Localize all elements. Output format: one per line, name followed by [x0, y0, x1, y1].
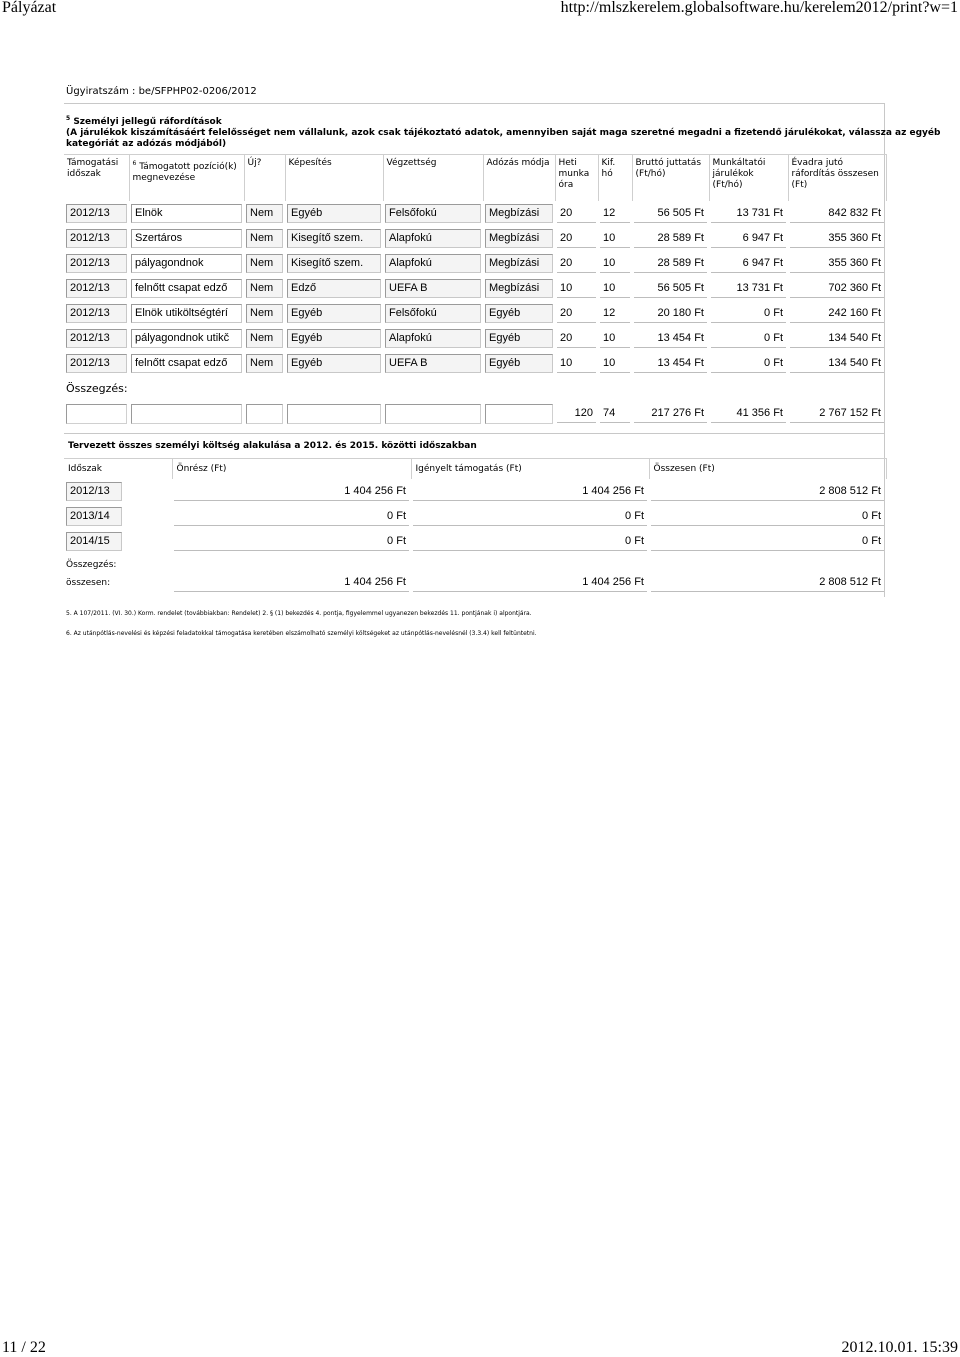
- tax-mode-field-cell: [483, 351, 555, 376]
- table-row: [64, 351, 886, 376]
- tax-mode-field-cell: [483, 276, 555, 301]
- gross-pay-field-cell: [632, 326, 709, 351]
- position-field-cell: [129, 326, 244, 351]
- own-share-field-cell: [172, 504, 411, 529]
- season-total-field: 134 540 Ft: [790, 330, 884, 348]
- new-field[interactable]: Nem: [246, 204, 283, 223]
- own-share-field: 1 404 256 Ft: [174, 483, 409, 501]
- period-field-cell: [64, 326, 129, 351]
- gross-pay-field-cell: [632, 251, 709, 276]
- tax-mode-field-cell: [483, 326, 555, 351]
- period-field[interactable]: 2012/13: [66, 279, 127, 298]
- col-education: Végzettség: [383, 155, 483, 202]
- months-field: 12: [600, 205, 630, 223]
- months-field-cell: [598, 201, 632, 226]
- qualification-field-cell: [285, 326, 383, 351]
- period-field-cell: [64, 301, 129, 326]
- gross-pay-field-cell: [632, 301, 709, 326]
- period-field[interactable]: 2014/15: [66, 532, 122, 551]
- period-field-cell: [64, 276, 129, 301]
- employer-contrib-field-cell: [709, 351, 788, 376]
- position-field-cell: [129, 251, 244, 276]
- months-field: 10: [600, 330, 630, 348]
- months-field-cell: [598, 251, 632, 276]
- tax-mode-field-cell: [483, 201, 555, 226]
- weekly-hours-field: 20: [557, 255, 596, 273]
- months-field: 10: [600, 255, 630, 273]
- col-employer-contrib: Munkáltatói járulékok (Ft/hó): [709, 155, 788, 202]
- section1-footnote-ref: 5: [66, 115, 71, 122]
- section1-title: [66, 113, 960, 150]
- weekly-hours-field-cell: [555, 201, 598, 226]
- employer-contrib-field: 0 Ft: [711, 355, 786, 373]
- row-total-field-cell: [649, 479, 886, 504]
- education-field-cell: [383, 226, 483, 251]
- col-months: Kif. hó: [598, 155, 632, 202]
- new-field[interactable]: Nem: [246, 329, 283, 348]
- own-share-field: 0 Ft: [174, 508, 409, 526]
- col-position: [129, 155, 244, 202]
- new-field[interactable]: Nem: [246, 354, 283, 373]
- requested-support-field-cell: [411, 529, 649, 554]
- position-field-cell: [129, 226, 244, 251]
- total-total: 2 808 512 Ft: [651, 574, 884, 592]
- col2-own: Önrész (Ft): [172, 459, 411, 480]
- section1-subtitle: (A járulékok kiszámításáért felelősséget nem vállalunk, azok csak tájékoztató adatok, amennyiben saját maga szeretné megadni a fizetendő járulékokat, válassza az egyéb kategóriát az adózás módjából): [66, 128, 941, 149]
- new-field-cell: [244, 301, 285, 326]
- position-field[interactable]: felnőtt csapat edző: [131, 279, 242, 298]
- season-total-field: 242 160 Ft: [790, 305, 884, 323]
- new-field-cell: [244, 326, 285, 351]
- row-total-field: 0 Ft: [651, 508, 884, 526]
- col2-period: Időszak: [64, 459, 172, 480]
- position-field[interactable]: pályagondnok utikč: [131, 329, 242, 348]
- qualification-field-cell: [285, 226, 383, 251]
- weekly-hours-field: 10: [557, 280, 596, 298]
- employer-contrib-field: 0 Ft: [711, 330, 786, 348]
- gross-pay-field: 56 505 Ft: [634, 280, 707, 298]
- period-field-cell: [64, 251, 129, 276]
- months-field-cell: [598, 226, 632, 251]
- section2-total-label: összesen:: [66, 577, 111, 588]
- summary-blank-1: [64, 401, 129, 426]
- personnel-costs-table: [64, 154, 887, 426]
- months-field-cell: [598, 276, 632, 301]
- season-total-field-cell: [788, 326, 886, 351]
- table-row: [64, 226, 886, 251]
- employer-contrib-field-cell: [709, 201, 788, 226]
- col2-total: Összesen (Ft): [649, 459, 886, 480]
- new-field[interactable]: Nem: [246, 304, 283, 323]
- tax-mode-field-cell: [483, 301, 555, 326]
- weekly-hours-field: 20: [557, 305, 596, 323]
- weekly-hours-field: 10: [557, 355, 596, 373]
- summary-label: Összegzés:: [66, 382, 128, 395]
- summary-hours-cell: [555, 401, 598, 426]
- qualification-field[interactable]: Kisegítő szem.: [287, 229, 381, 248]
- employer-contrib-field-cell: [709, 226, 788, 251]
- own-share-field-cell: [172, 529, 411, 554]
- season-total-field-cell: [788, 276, 886, 301]
- summary-gross-cell: [632, 401, 709, 426]
- weekly-hours-field: 20: [557, 205, 596, 223]
- season-total-field-cell: [788, 201, 886, 226]
- page-number: 11 / 22: [2, 1339, 46, 1356]
- new-field-cell: [244, 351, 285, 376]
- new-field-cell: [244, 226, 285, 251]
- tax-mode-field-cell: [483, 251, 555, 276]
- section2-title: Tervezett összes személyi költség alakulása a 2012. és 2015. közötti időszakban: [68, 441, 477, 451]
- employer-contrib-field-cell: [709, 276, 788, 301]
- total-own: 1 404 256 Ft: [174, 574, 409, 592]
- summary-blank-5: [383, 401, 483, 426]
- tax-mode-field[interactable]: Megbízási: [485, 254, 553, 273]
- summary-blank-2: [129, 401, 244, 426]
- employer-contrib-field-cell: [709, 301, 788, 326]
- col-period: Támogatási időszak: [64, 155, 129, 202]
- gross-pay-field: 56 505 Ft: [634, 205, 707, 223]
- requested-support-field-cell: [411, 479, 649, 504]
- table-row: [64, 251, 886, 276]
- col2-requested: Igényelt támogatás (Ft): [411, 459, 649, 480]
- employer-contrib-field: 13 731 Ft: [711, 205, 786, 223]
- table-row: [64, 201, 886, 226]
- qualification-field-cell: [285, 301, 383, 326]
- row-total-field: 2 808 512 Ft: [651, 483, 884, 501]
- position-field[interactable]: Elnök: [131, 204, 242, 223]
- summary-blank-6: [483, 401, 555, 426]
- season-total-field: 842 832 Ft: [790, 205, 884, 223]
- position-field-cell: [129, 351, 244, 376]
- education-field[interactable]: Alapfokú: [385, 229, 481, 248]
- period-field[interactable]: 2012/13: [66, 354, 127, 373]
- summary-total: 2 767 152 Ft: [790, 405, 884, 423]
- period-field[interactable]: 2012/13: [66, 229, 127, 248]
- education-field-cell: [383, 326, 483, 351]
- footnote-5: 5. A 107/2011. (VI. 30.) Korm. rendelet (továbbiakban: Rendelet) 2. § (1) bekezdés 4. pontja, figyelemmel ugyanezen bekezdés 11. pontjának i) alpontjára.: [66, 610, 532, 617]
- period-field-cell: [64, 201, 129, 226]
- months-field: 10: [600, 230, 630, 248]
- period-field[interactable]: 2012/13: [66, 482, 122, 501]
- gross-pay-field: 20 180 Ft: [634, 305, 707, 323]
- education-field[interactable]: UEFA B: [385, 279, 481, 298]
- period-field[interactable]: 2012/13: [66, 304, 127, 323]
- months-field: 10: [600, 280, 630, 298]
- summary-blank-4: [285, 401, 383, 426]
- position-field-cell: [129, 276, 244, 301]
- own-share-field-cell: [172, 479, 411, 504]
- months-field-cell: [598, 326, 632, 351]
- col-qualification: Képesítés: [285, 155, 383, 202]
- weekly-hours-field-cell: [555, 276, 598, 301]
- summary-months-cell: [598, 401, 632, 426]
- tax-mode-field[interactable]: Megbízási: [485, 229, 553, 248]
- summary-total-cell: [788, 401, 886, 426]
- qualification-field[interactable]: Edző: [287, 279, 381, 298]
- months-field-cell: [598, 301, 632, 326]
- tax-mode-field[interactable]: Megbízási: [485, 204, 553, 223]
- months-field: 12: [600, 305, 630, 323]
- period-field[interactable]: 2013/14: [66, 507, 122, 526]
- requested-support-field: 0 Ft: [413, 508, 647, 526]
- employer-contrib-field: 6 947 Ft: [711, 255, 786, 273]
- qualification-field[interactable]: Egyéb: [287, 304, 381, 323]
- education-field-cell: [383, 301, 483, 326]
- months-field-cell: [598, 351, 632, 376]
- new-field-cell: [244, 276, 285, 301]
- qualification-field[interactable]: Egyéb: [287, 329, 381, 348]
- position-field[interactable]: Elnök utiköltségtérí: [131, 304, 242, 323]
- file-reference: Ügyiratszám : be/SFPHP02-0206/2012: [66, 86, 257, 97]
- employer-contrib-field-cell: [709, 251, 788, 276]
- qualification-field-cell: [285, 251, 383, 276]
- gross-pay-field-cell: [632, 351, 709, 376]
- qualification-field-cell: [285, 351, 383, 376]
- education-field[interactable]: Alapfokú: [385, 329, 481, 348]
- summary-gross: 217 276 Ft: [634, 405, 707, 423]
- position-field-cell: [129, 201, 244, 226]
- position-field[interactable]: pályagondnok: [131, 254, 242, 273]
- period-field-cell: [64, 479, 172, 504]
- season-total-field-cell: [788, 351, 886, 376]
- weekly-hours-field-cell: [555, 326, 598, 351]
- total-total-cell: [649, 570, 886, 595]
- employer-contrib-field: 6 947 Ft: [711, 230, 786, 248]
- season-total-field-cell: [788, 251, 886, 276]
- education-field-cell: [383, 201, 483, 226]
- page-header-url: http://mlszkerelem.globalsoftware.hu/kerelem2012/print?w=1: [560, 0, 958, 16]
- education-field-cell: [383, 276, 483, 301]
- requested-support-field: 1 404 256 Ft: [413, 483, 647, 501]
- weekly-hours-field-cell: [555, 226, 598, 251]
- qualification-field[interactable]: Kisegítő szem.: [287, 254, 381, 273]
- weekly-hours-field-cell: [555, 351, 598, 376]
- total-own-cell: [172, 570, 411, 595]
- summary-contrib: 41 356 Ft: [711, 405, 786, 423]
- tax-mode-field[interactable]: Megbízási: [485, 279, 553, 298]
- tax-mode-field[interactable]: Egyéb: [485, 329, 553, 348]
- qualification-field-cell: [285, 201, 383, 226]
- education-field-cell: [383, 351, 483, 376]
- period-field-cell: [64, 351, 129, 376]
- gross-pay-field-cell: [632, 201, 709, 226]
- education-field[interactable]: UEFA B: [385, 354, 481, 373]
- gross-pay-field: 13 454 Ft: [634, 330, 707, 348]
- requested-support-field-cell: [411, 504, 649, 529]
- qualification-field-cell: [285, 276, 383, 301]
- education-field-cell: [383, 251, 483, 276]
- summary-months: 74: [600, 405, 630, 423]
- total-requested: 1 404 256 Ft: [413, 574, 647, 592]
- period-field-cell: [64, 504, 172, 529]
- section2-summary-label: Összegzés:: [66, 560, 117, 570]
- education-field[interactable]: Felsőfokú: [385, 204, 481, 223]
- table-row: [64, 301, 886, 326]
- season-total-field: 702 360 Ft: [790, 280, 884, 298]
- row-total-field: 0 Ft: [651, 533, 884, 551]
- position-field[interactable]: Szertáros: [131, 229, 242, 248]
- col-weekly-hours: Heti munka óra: [555, 155, 598, 202]
- qualification-field[interactable]: Egyéb: [287, 354, 381, 373]
- new-field[interactable]: Nem: [246, 279, 283, 298]
- col-tax-mode: Adózás módja: [483, 155, 555, 202]
- position-field[interactable]: felnőtt csapat edző: [131, 354, 242, 373]
- new-field[interactable]: Nem: [246, 254, 283, 273]
- col-season-total: Évadra jutó ráfordítás összesen (Ft): [788, 155, 886, 202]
- weekly-hours-field: 20: [557, 230, 596, 248]
- season-total-field-cell: [788, 226, 886, 251]
- education-field[interactable]: Felsőfokú: [385, 304, 481, 323]
- season-total-field: 355 360 Ft: [790, 255, 884, 273]
- gross-pay-field: 28 589 Ft: [634, 255, 707, 273]
- employer-contrib-field: 13 731 Ft: [711, 280, 786, 298]
- gross-pay-field: 28 589 Ft: [634, 230, 707, 248]
- col-position-label: Támogatott pozíció(k) megnevezése: [132, 162, 237, 183]
- qualification-field[interactable]: Egyéb: [287, 204, 381, 223]
- employer-contrib-field-cell: [709, 326, 788, 351]
- col-gross-pay: Bruttó juttatás (Ft/hó): [632, 155, 709, 202]
- footnote-6: 6. Az utánpótlás-nevelési és képzési feladatokkal támogatása keretében elszámolható személyi költségeket az utánpótlás-nevelésnél (3.3.4) kell feltüntetni.: [66, 630, 537, 637]
- new-field-cell: [244, 201, 285, 226]
- new-field-cell: [244, 251, 285, 276]
- summary-contrib-cell: [709, 401, 788, 426]
- gross-pay-field-cell: [632, 226, 709, 251]
- period-field[interactable]: 2012/13: [66, 204, 127, 223]
- col-position-footnote: 6: [132, 160, 137, 167]
- weekly-hours-field: 20: [557, 330, 596, 348]
- table-row: [64, 479, 886, 504]
- season-total-field: 134 540 Ft: [790, 355, 884, 373]
- gross-pay-field: 13 454 Ft: [634, 355, 707, 373]
- table-row: [64, 529, 886, 554]
- period-field-cell: [64, 226, 129, 251]
- tax-mode-field[interactable]: Egyéb: [485, 354, 553, 373]
- period-field[interactable]: 2012/13: [66, 254, 127, 273]
- employer-contrib-field: 0 Ft: [711, 305, 786, 323]
- col-new: Új?: [244, 155, 285, 202]
- season-total-field: 355 360 Ft: [790, 230, 884, 248]
- weekly-hours-field-cell: [555, 251, 598, 276]
- tax-mode-field[interactable]: Egyéb: [485, 304, 553, 323]
- section1-title-text: Személyi jellegű ráfordítások: [73, 117, 222, 127]
- table-row: [64, 326, 886, 351]
- position-field-cell: [129, 301, 244, 326]
- summary-blank-3: [244, 401, 285, 426]
- planned-costs-table: [64, 458, 887, 595]
- requested-support-field: 0 Ft: [413, 533, 647, 551]
- table-row: [64, 276, 886, 301]
- own-share-field: 0 Ft: [174, 533, 409, 551]
- weekly-hours-field-cell: [555, 301, 598, 326]
- print-timestamp: 2012.10.01. 15:39: [841, 1339, 958, 1356]
- education-field[interactable]: Alapfokú: [385, 254, 481, 273]
- season-total-field-cell: [788, 301, 886, 326]
- table-row: [64, 504, 886, 529]
- page-header-left: Pályázat: [2, 0, 57, 16]
- tax-mode-field-cell: [483, 226, 555, 251]
- months-field: 10: [600, 355, 630, 373]
- row-total-field-cell: [649, 504, 886, 529]
- period-field-cell: [64, 529, 172, 554]
- row-total-field-cell: [649, 529, 886, 554]
- period-field[interactable]: 2012/13: [66, 329, 127, 348]
- summary-hours: 120: [557, 405, 596, 423]
- new-field[interactable]: Nem: [246, 229, 283, 248]
- total-requested-cell: [411, 570, 649, 595]
- gross-pay-field-cell: [632, 276, 709, 301]
